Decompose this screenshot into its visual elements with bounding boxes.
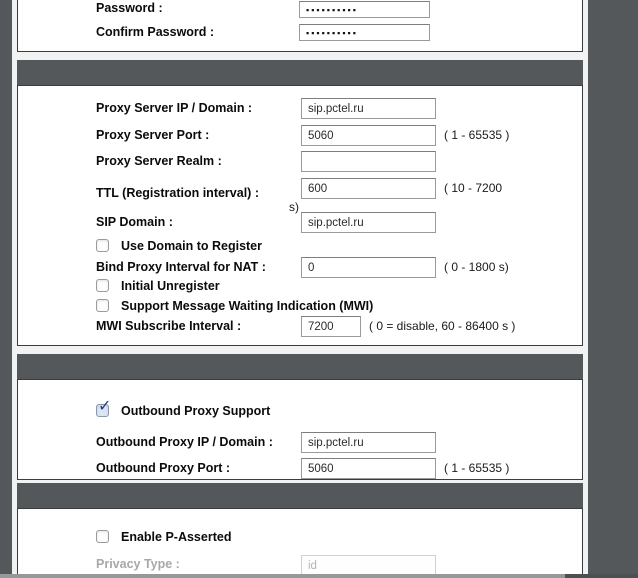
proxy-server-port-range: ( 1 - 65535 ): [444, 128, 510, 142]
proxy-server-realm-label: Proxy Server Realm :: [96, 154, 222, 168]
sip-domain-label: SIP Domain :: [96, 215, 173, 229]
settings-page: [12, 0, 588, 574]
password-label: Password :: [96, 1, 163, 15]
initial-unregister-label: Initial Unregister: [121, 279, 220, 293]
mwi-subscribe-interval-range: ( 0 = disable, 60 - 86400 s ): [369, 319, 516, 333]
ttl-input[interactable]: [301, 178, 436, 199]
section-divider-bar-1: [17, 60, 583, 85]
proxy-server-port-label: Proxy Server Port :: [96, 128, 210, 142]
privacy-type-input: [301, 555, 436, 574]
outbound-proxy-ip-input[interactable]: [301, 432, 436, 453]
ttl-label: TTL (Registration interval) :: [96, 186, 259, 200]
proxy-server-port-input[interactable]: [301, 125, 436, 146]
outbound-proxy-port-input[interactable]: [301, 458, 436, 479]
account-panel: [17, 0, 583, 52]
outbound-proxy-support-checkbox[interactable]: [96, 398, 112, 417]
enable-p-asserted-label: Enable P-Asserted: [121, 530, 232, 544]
outbound-proxy-ip-label: Outbound Proxy IP / Domain :: [96, 435, 273, 449]
h-scrollbar-thumb[interactable]: [0, 574, 565, 578]
sip-domain-input[interactable]: [301, 212, 436, 233]
bind-proxy-interval-label: Bind Proxy Interval for NAT :: [96, 260, 266, 274]
outbound-proxy-port-label: Outbound Proxy Port :: [96, 461, 231, 475]
initial-unregister-checkbox[interactable]: [96, 279, 109, 292]
mwi-support-checkbox[interactable]: [96, 299, 109, 312]
privacy-type-label: Privacy Type :: [96, 557, 180, 571]
h-scrollbar-track[interactable]: [565, 574, 638, 578]
ttl-range-line2: s): [289, 200, 299, 214]
section-divider-bar-3: [17, 483, 583, 508]
outbound-proxy-support-label: Outbound Proxy Support: [121, 404, 271, 418]
bind-proxy-interval-input[interactable]: [301, 257, 436, 278]
proxy-server-ip-input[interactable]: [301, 98, 436, 119]
use-domain-checkbox[interactable]: [96, 239, 109, 252]
p-asserted-panel: [17, 508, 583, 574]
use-domain-label: Use Domain to Register: [121, 239, 263, 253]
bind-proxy-interval-range: ( 0 - 1800 s): [444, 260, 509, 274]
check-icon: ✓: [98, 398, 112, 415]
proxy-server-ip-label: Proxy Server IP / Domain :: [96, 101, 253, 115]
mwi-support-label: Support Message Waiting Indication (MWI): [121, 299, 374, 313]
mwi-subscribe-interval-label: MWI Subscribe Interval :: [96, 319, 242, 333]
outbound-proxy-port-range: ( 1 - 65535 ): [444, 461, 510, 475]
confirm-password-label: Confirm Password :: [96, 25, 215, 39]
enable-p-asserted-checkbox[interactable]: [96, 530, 109, 543]
proxy-server-realm-input[interactable]: [301, 151, 436, 172]
mwi-subscribe-interval-input[interactable]: [301, 316, 361, 337]
confirm-password-input[interactable]: [299, 24, 430, 41]
outbound-proxy-panel: [17, 379, 583, 480]
password-input[interactable]: [299, 1, 430, 18]
section-divider-bar-2: [17, 354, 583, 379]
ttl-range-line1: ( 10 - 7200: [444, 181, 503, 195]
proxy-panel: [17, 85, 583, 346]
